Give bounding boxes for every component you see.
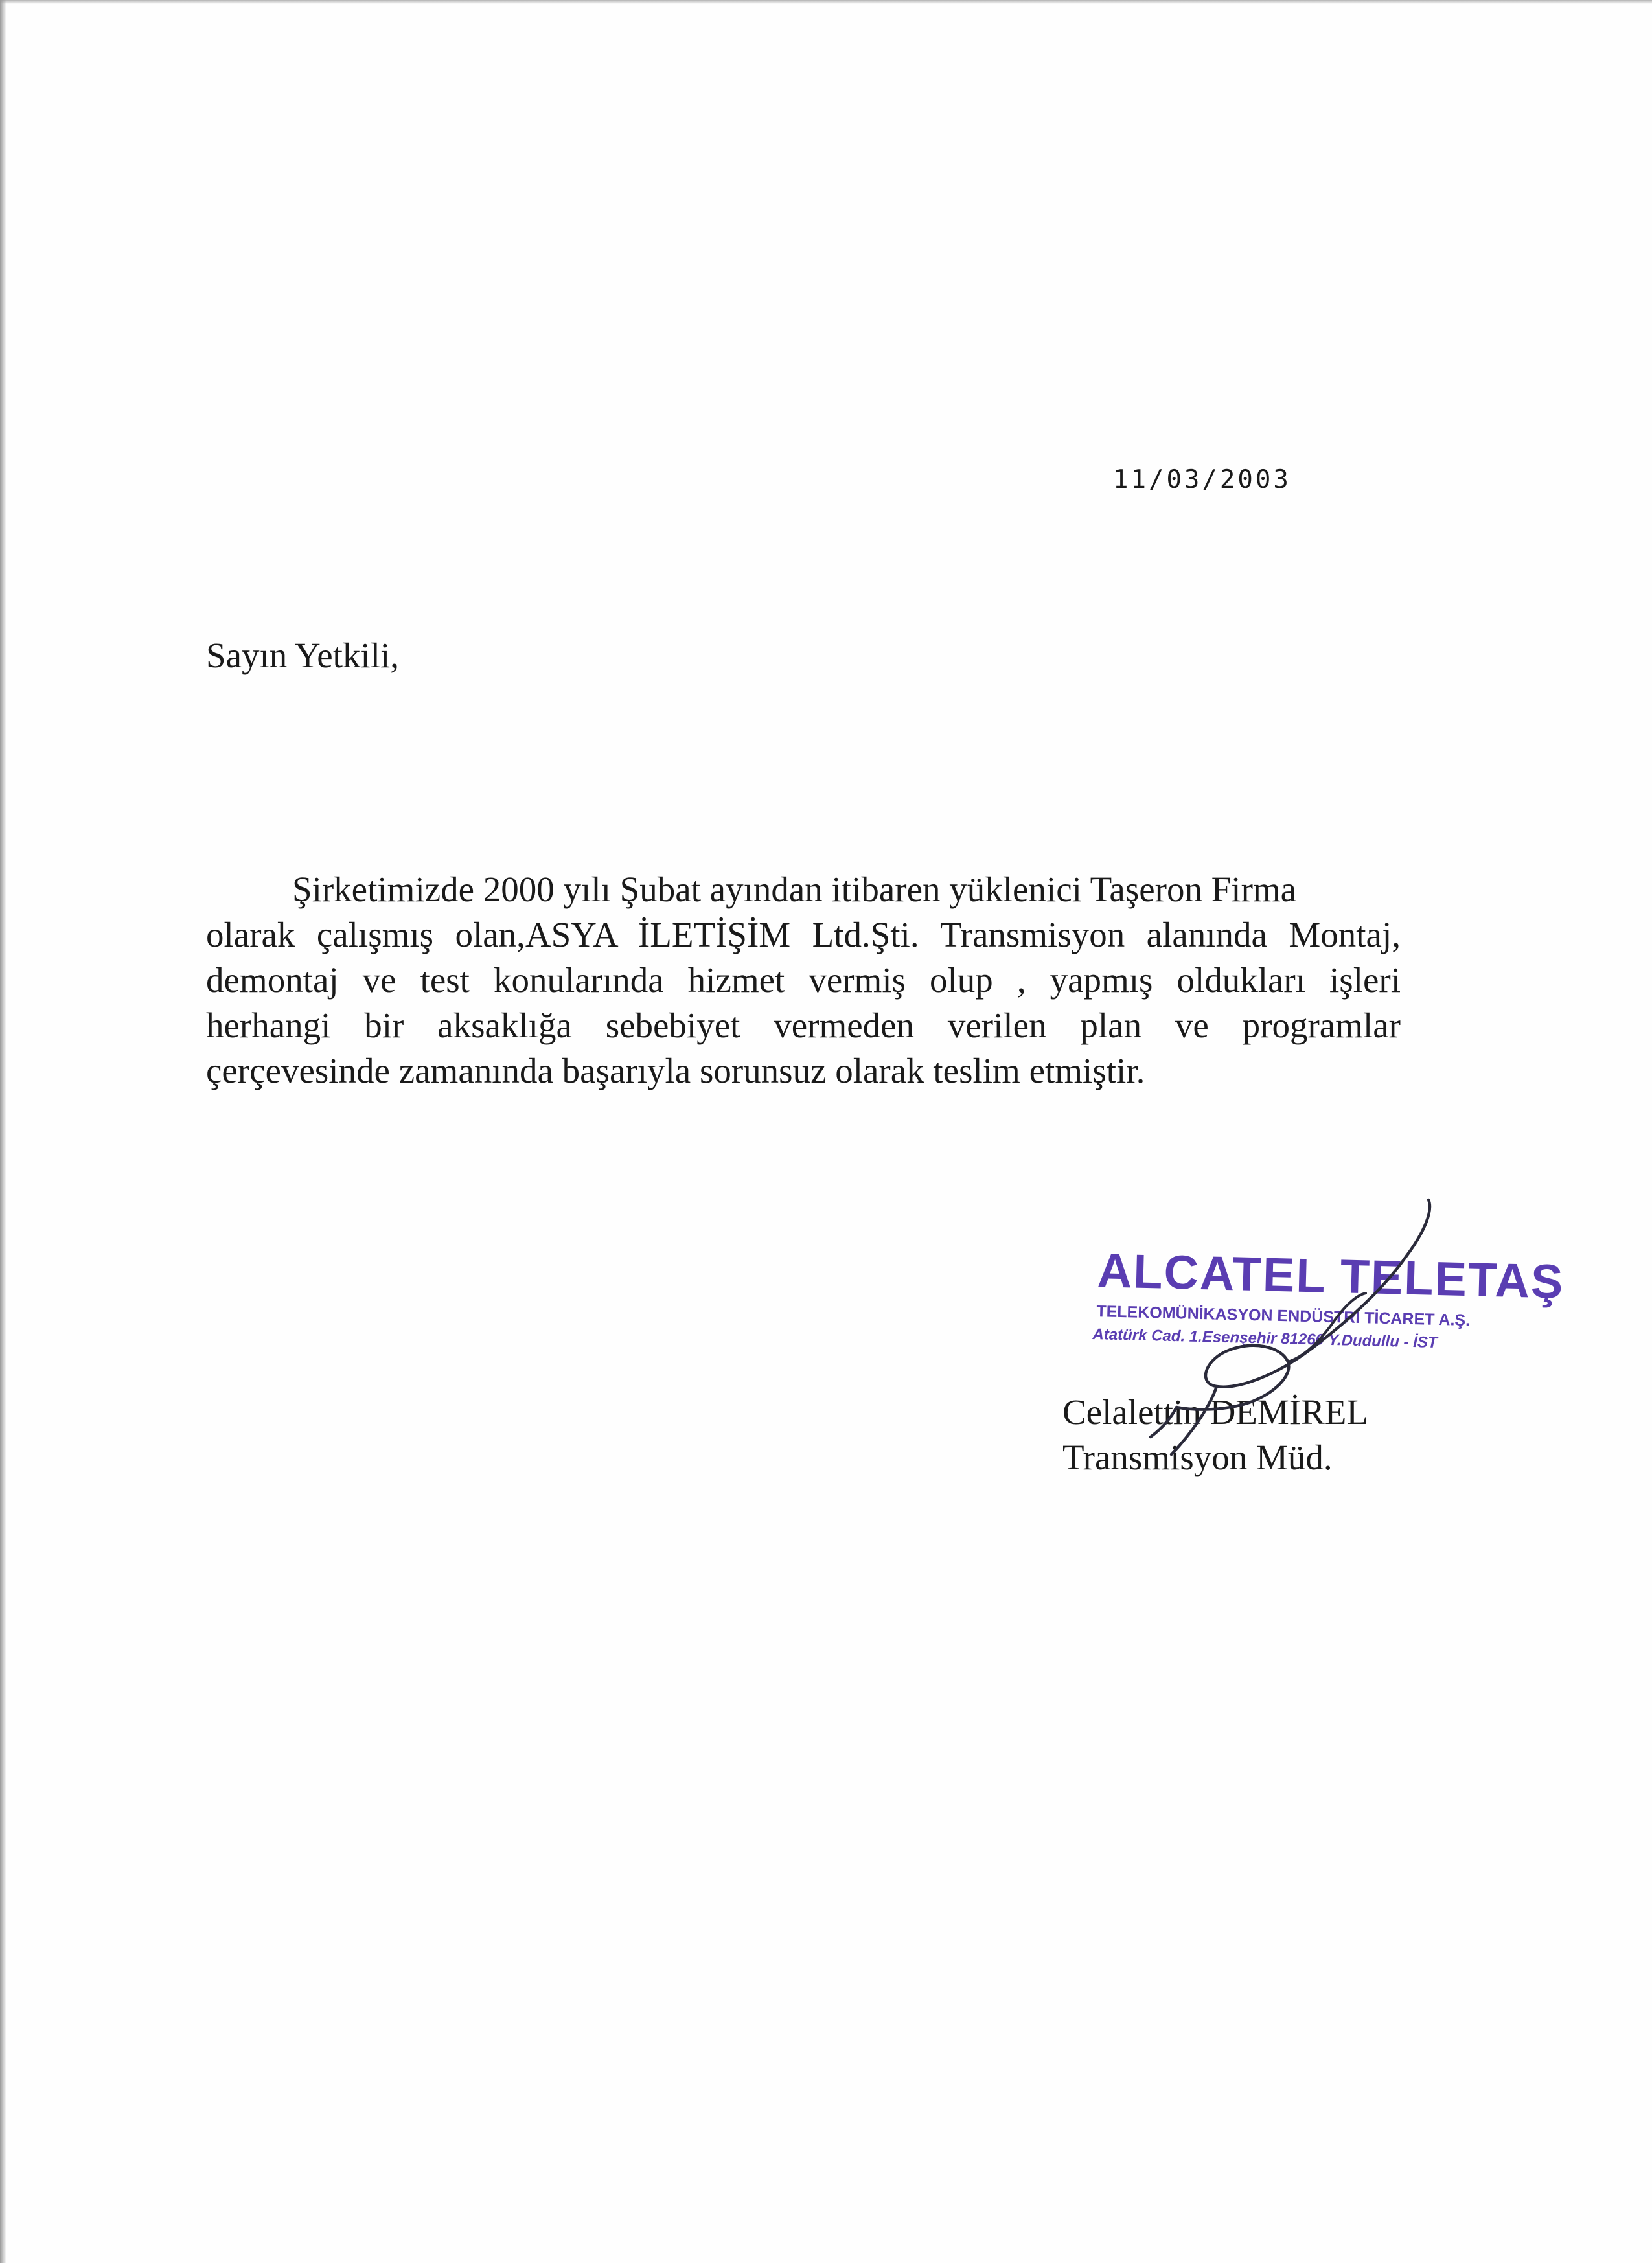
body-line-3: demontaj ve test konularında hizmet vermiş olup , yapmış oldukları işleri bbox=[206, 960, 1401, 1000]
stamp-company-name: ALCATEL TELETAŞ bbox=[1096, 1243, 1565, 1309]
scan-edge-left bbox=[0, 0, 6, 2263]
signatory-title: Transmisyon Müd. bbox=[1062, 1438, 1333, 1477]
letter-date: 11/03/2003 bbox=[1113, 465, 1291, 494]
salutation: Sayın Yetkili, bbox=[206, 636, 399, 675]
signatory-block bbox=[1062, 1390, 1368, 1480]
body-line-5: çerçevesinde zamanında başarıyla sorunsuz olarak teslim etmiştir. bbox=[206, 1051, 1145, 1090]
body-line-1: Şirketimizde 2000 yılı Şubat ayından itibaren yüklenici Taşeron Firma bbox=[292, 869, 1297, 909]
body-line-4: herhangi bir aksaklığa sebebiyet vermeden verilen plan ve programlar bbox=[206, 1005, 1401, 1045]
scan-edge-top bbox=[0, 0, 1652, 4]
signatory-name: Celalettin DEMİREL bbox=[1062, 1392, 1368, 1432]
stamp-address: Atatürk Cad. 1.Esenşehir 81260 Y.Dudullu - İST bbox=[1092, 1325, 1438, 1351]
letter-body bbox=[206, 867, 1401, 1094]
company-stamp bbox=[1091, 1243, 1565, 1403]
stamp-company-type: TELEKOMÜNİKASYON ENDÜSTRİ TİCARET A.Ş. bbox=[1096, 1302, 1471, 1330]
body-line-2: olarak çalışmış olan,ASYA İLETİŞİM Ltd.Şti. Transmisyon alanında Montaj, bbox=[206, 915, 1401, 954]
